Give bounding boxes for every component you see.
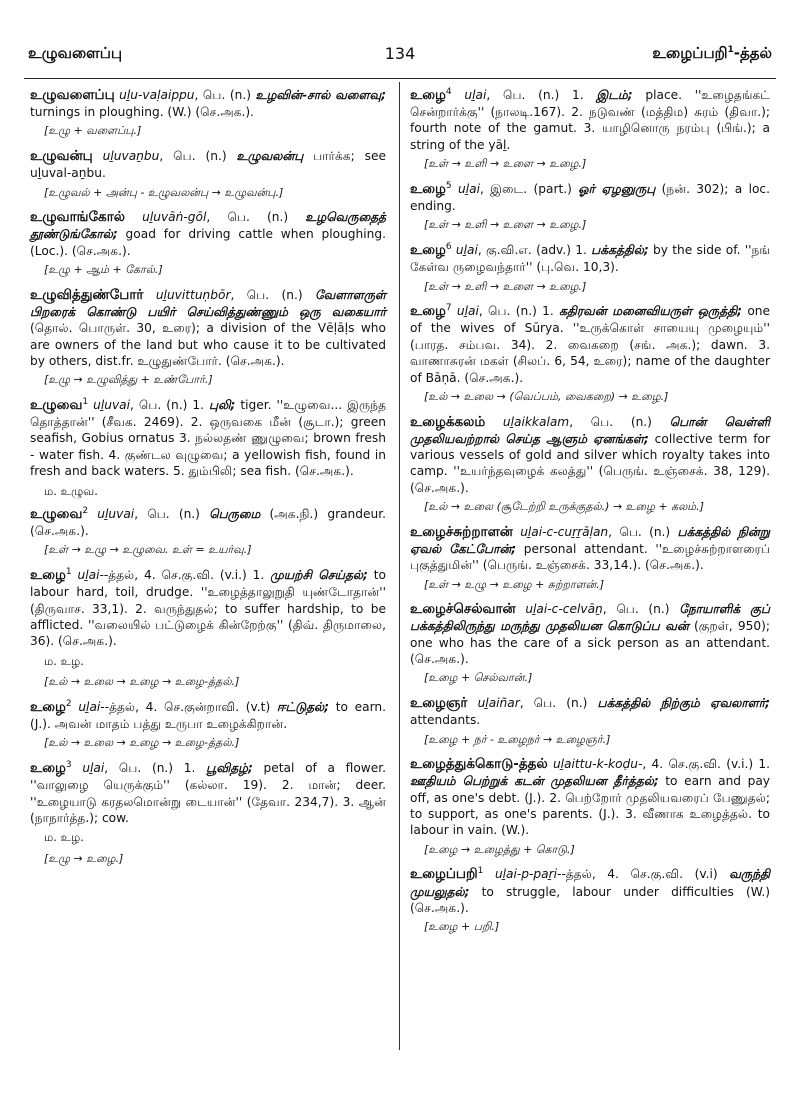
grammar-label: , பெ. (n.) 1. [104, 761, 207, 776]
homonym-number: 1 [65, 567, 72, 578]
transliteration: uḻai-p-paṟi- [494, 867, 562, 882]
definition-text: (அக.நி.) grandeur. (செ.அக.). [30, 506, 386, 539]
dictionary-entry [30, 286, 386, 369]
tamil-definition: ஊதியம் பெற்றுக் கடன் முதலியன தீர்த்தல்; [410, 774, 659, 789]
dictionary-entry [410, 694, 770, 728]
header-right-suffix: -த்தல் [733, 44, 772, 62]
headword: உழுவாங்கோல் [30, 209, 125, 226]
etymology-line: [உழை + செல்வான்.] [424, 671, 533, 685]
headword: உழைஞர் [410, 695, 468, 712]
transliteration: uḻai- [77, 568, 104, 583]
grammar-label: , பெ. (n.) [134, 506, 210, 521]
dictionary-entry [410, 600, 770, 667]
tamil-definition: பெருமை [209, 506, 261, 521]
headword: உழை [30, 698, 66, 715]
tamil-definition: பக்கத்தில் நிற்கும் ஏவலாளர்; [597, 696, 771, 711]
etymology-line: [உள் → உழு → உழுவை. உள் = உயர்வு.] [44, 543, 252, 557]
left-column [30, 86, 386, 874]
dictionary-entry [30, 698, 386, 732]
etymology-line: [உழை + பறி.] [424, 920, 500, 934]
transliteration: uḻuvai [97, 506, 135, 521]
grammar-label: , பெ. (n.) [569, 414, 670, 429]
headword: உழைப்பறி [410, 866, 478, 883]
tamil-definition: ஈட்டுதல்; [276, 699, 330, 714]
etymology-line: [உழு + ஆம் + கோல்.] [44, 263, 163, 277]
dictionary-entry [410, 302, 770, 386]
transliteration: uḻu-vaḷaippu [119, 88, 195, 102]
cognate-line: ம. உழ. [44, 653, 84, 668]
dictionary-entry [30, 208, 386, 259]
etymology-line: [உல் → உலை → உழை → உழை-த்தல்.] [44, 736, 240, 750]
headword: உழுவன்பு [30, 148, 93, 165]
header-right-word: உழைப்பறி [652, 44, 728, 62]
tamil-definition: வேளாளருள் பிறரைக் கொண்டு பயிர் செய்வித்துண்ணும் ஒரு வகையார் [30, 287, 386, 319]
cognate-line: ம. உழ. [44, 830, 84, 845]
homonym-number: 7 [445, 303, 452, 314]
etymology-line: [உழு → உழுவித்து + உண்போர்.] [44, 373, 213, 387]
grammar-label: -த்தல், 4. செ.கு.வி. (v.i.) 1. [103, 568, 271, 583]
definition-text: to struggle, labour under difficulties (W.) (செ.அக.). [410, 884, 770, 915]
homonym-number: 4 [445, 87, 452, 97]
tamil-definition: உழவின்-சால் வளைவு; [255, 88, 386, 102]
grammar-label: -த்தல், 4. செ.குன்றாவி. (v.t) [104, 699, 277, 714]
grammar-label: , இடை. (part.) [479, 181, 579, 196]
definition-text: tiger. ''உழுவை... இருந்த தொத்தான்'' (சீவக. 2469). 2. ஒருவகை மீன் (சூடா.); green seafish, Gobius ornatus 3. நல்லதண் ணுழுவை; brown fresh - water fish. 4. குண்டல வுழுவை; a yellowish fish, found in fresh and back waters. 5. தும்பிலி; sea fish. (செ.அக.). [30, 398, 387, 479]
definition-text: by the side of. ''நங் கேள்வ ருழைவந்தார்'' (பு.வெ. 10,3). [410, 243, 771, 275]
page-header [28, 44, 772, 70]
homonym-number: 5 [445, 180, 452, 191]
headword: உழை [410, 180, 446, 197]
dictionary-entry [30, 86, 386, 120]
transliteration: uḻai [455, 243, 478, 258]
tamil-definition: உழவெருதைத் தூண்டுங்கோல்; [30, 210, 386, 242]
dictionary-entry [410, 86, 770, 153]
tamil-definition: முயற்சி செய்தல்; [270, 568, 368, 583]
headword: உழை [410, 87, 446, 104]
headword: உழுவித்துண்போர் [30, 286, 144, 303]
dictionary-entry [30, 147, 386, 181]
transliteration: uḻai [464, 88, 487, 103]
grammar-label: , 4. செ.கு.வி. (v.i.) 1. [642, 757, 770, 772]
grammar-label: , பெ. (n.) 1. [478, 304, 560, 319]
transliteration: uḻuvittuṇbōr [155, 287, 231, 302]
headword: உழை [410, 242, 446, 259]
definition-text: collective term for various vessels of gold and silver which royalty takes into camp. ''உயர்ந்தவுழைக் கலத்து'' (பெருங். உஞ்சைக். 38, 129). (செ.அக.). [410, 431, 770, 495]
etymology-line: [உள் → உளி → உளை → உழை.] [424, 218, 587, 232]
definition-text: பார்க்க; see uḻuval-aṉbu. [30, 149, 386, 181]
etymology-line: [உழை → உழைத்து + கொடு.] [424, 842, 575, 856]
headword: உழுவை [30, 397, 83, 414]
dictionary-entry [410, 865, 770, 916]
dictionary-entry [30, 759, 386, 826]
tamil-definition: புலி; [209, 398, 236, 413]
grammar-label: , பெ. (n.) [602, 602, 680, 617]
etymology-line: [உழுவல் + அன்பு - உழுவலன்பு → உழுவன்பு.] [44, 185, 284, 199]
transliteration: uḻai [457, 181, 480, 196]
tamil-definition: பொன் வெள்ளி முதலியவற்றால் செய்த ஆளும் ஏனங்கள்; [410, 414, 770, 446]
grammar-label: , பெ. (n.) 1. [486, 88, 597, 103]
headword: உழுவை [30, 505, 83, 522]
grammar-label: , பெ. (n.) 1. [130, 398, 210, 413]
definition-text: one of the wives of Sūrya. ''உருக்கொள் சாயையு முழையும்'' (பாரத. சம்பவ. 34). 2. வைகறை (சங். அக.); dawn. 3. வாணாசுரன் மகள் (சிலப். 6, 54, உரை); name of the daughter of Bāṇā. (செ.அக.). [410, 304, 770, 385]
definition-text: personal attendant. ''உழைச்சுற்றாளரைப் புகுத்துமின்'' (பெருங். உஞ்சைக். 33,14.). (செ.அக.). [410, 541, 770, 573]
grammar-label: , பெ. (n.) [206, 210, 306, 225]
etymology-line: [உல் → உலை → (வெப்பம், வைகறை) → உழை.] [424, 389, 669, 403]
headword: உழை [410, 303, 446, 320]
grammar-label: , பெ. (n.) [608, 524, 678, 539]
tamil-definition: பூவிதழ்; [206, 761, 253, 776]
definition-text: (குறள், 950); one who has the care of a sick person as an attendant. (செ.அக.). [410, 619, 770, 667]
transliteration: uḻaittu-k-koḍu- [552, 757, 643, 772]
tamil-definition: கதிரவன் மனைவியருள் ஒருத்தி; [559, 304, 743, 319]
transliteration: uḻai- [78, 699, 105, 714]
tamil-definition: நோயாளிக் குப் பக்கத்திலிருந்து மருந்து முதலியன கொடுப்ப வன் [410, 602, 771, 634]
definition-text: (தொல். பொருள். 30, உரை); a division of the Vēḷāḷs who are owners of the land but who cause it to be cultivated by others, dist.fr. உழுதுண்போர். (செ.அக.). [30, 321, 386, 368]
transliteration: uḻaikkalam [502, 414, 570, 429]
definition-text: turnings in ploughing. (W.) (செ.அக.). [30, 105, 255, 120]
headword: உழைத்துக்கொடு-த்தல் [410, 756, 548, 773]
etymology-line: [உழு + வளைப்பு.] [44, 124, 142, 138]
etymology-line: [உள் → உழு → உழை + சுற்றாளன்.] [424, 577, 605, 591]
dictionary-entry [410, 180, 770, 214]
dictionary-entry [30, 396, 386, 480]
headword: உழுவளைப்பு [30, 87, 115, 103]
tamil-definition: பக்கத்தில் நின்று ஏவல் கேட்போன்; [410, 524, 770, 556]
definition-text: to earn and pay off, as one's debt. (J.). 2. பெற்றோர் முதலியவரைப் பேணுதல்; to support, as one's parents. (J.). 3. வீணாக உழைத்தல். to labour in vain. (W.). [410, 774, 770, 838]
tamil-definition: ஓர் ஏழனுருபு [578, 181, 656, 196]
etymology-line: [உள் → உளி → உளை → உழை.] [424, 157, 587, 171]
page-number: 134 [384, 44, 416, 63]
transliteration: uḻuvāṅ-gōl [142, 210, 207, 225]
transliteration: uḻai [456, 304, 479, 319]
headword: உழைக்கலம் [410, 413, 486, 430]
homonym-number: 1 [82, 397, 89, 407]
tamil-definition: பக்கத்தில்; [591, 243, 649, 258]
dictionary-entry [410, 241, 770, 275]
etymology-line: [உழை + நர் - உழைநர் → உழைஞர்.] [424, 732, 611, 746]
tamil-definition: உழுவலன்பு [236, 149, 304, 164]
definition-text: (நன். 302); a loc. ending. [410, 181, 770, 214]
grammar-label: , பெ. (n.) [159, 149, 237, 164]
headword: உழை [30, 567, 66, 584]
definition-text: to labour hard, toil, drudge. ''உழைத்தாலுறுதி யுண்டோதான்'' (திருவாச. 33,1). 2. வருந்துதல்; to suffer hardship, to be afflicted. ''வலையில் பட்டுழைக் கின்றேற்கு'' (திவ். திருமாலை, 36). (செ.அக.). [30, 568, 387, 649]
homonym-number: 6 [445, 242, 452, 253]
definition-text: place. ''உழைதங்கட் சென்றார்க்கு'' (நாலடி.167). 2. நடுவண் (மத்திம) சுரம் (திவா.); fourth note of the gamut. 3. யாழினொரு நரம்பு (பிங்.); a string of the yāḻ. [410, 88, 770, 152]
dictionary-entry [410, 755, 770, 838]
grammar-label: , கு.வி.எ. (adv.) 1. [477, 243, 592, 258]
right-column [410, 86, 770, 943]
grammar-label: , பெ. (n.) [519, 696, 598, 711]
homonym-number: 2 [65, 698, 72, 709]
etymology-line: [உள் → உளி → உளை → உழை.] [424, 279, 587, 293]
dictionary-entry [30, 505, 386, 539]
homonym-number: 3 [65, 760, 72, 771]
transliteration: uḻuvaṉbu [102, 149, 160, 164]
column-divider [399, 82, 400, 1050]
headword: உழைச்செல்வான் [410, 601, 516, 618]
etymology-line: [உல் → உலை → உழை → உழை-த்தல்.] [44, 675, 240, 689]
grammar-label: , பெ. (n.) [230, 287, 316, 302]
etymology-line: [உழு → உழை.] [44, 851, 124, 865]
header-right-sup: 1 [727, 45, 734, 55]
cognate-line: ம. உழுவ. [44, 483, 98, 498]
transliteration: uḻai-c-celvāṉ [525, 602, 603, 617]
header-rule [24, 78, 776, 79]
transliteration: uḻuvai [93, 398, 131, 413]
definition-text: attendants. [410, 713, 481, 728]
dictionary-entry [410, 523, 770, 574]
homonym-number: 1 [477, 866, 484, 877]
transliteration: uḻai [82, 761, 105, 776]
headword: உழை [30, 760, 66, 777]
dictionary-entry [30, 566, 386, 650]
definition-text: goad for driving cattle when ploughing. (Loc.). (செ.அக.). [30, 227, 386, 258]
grammar-label: , பெ. (n.) [194, 88, 256, 102]
transliteration: uḻai-c-cuṟṟāḷan [520, 524, 609, 539]
transliteration: uḻaiñar [477, 696, 520, 711]
header-right-guide-word [652, 44, 772, 64]
headword: உழைச்சுற்றாளன் [410, 523, 513, 540]
grammar-label: -த்தல், 4. செ.கு.வி. (v.i) [561, 867, 730, 882]
tamil-definition: இடம்; [596, 88, 633, 103]
tamil-definition: வருந்தி முயலுதல்; [410, 867, 771, 899]
etymology-line: [உல் → உலை (சூடேற்றி உருக்குதல்.) → உழை + கலம்.] [424, 500, 704, 514]
header-left-guide-word: உழுவளைப்பு [28, 44, 123, 62]
dictionary-entry [410, 413, 770, 496]
definition-text: to earn. (J.). அவன் மாதம் பத்து உருபா உழைக்கிறான். [30, 699, 387, 731]
definition-text: petal of a flower. ''வாலுழை யெருக்கும்'' (கல்லா. 19). 2. மான்; deer. ''உழையாடு கரதலமொன்று டையான்'' (தேவா. 234,7). 3. ஆன் (நாநார்த்த.); cow. [30, 761, 387, 825]
homonym-number: 2 [82, 505, 89, 516]
